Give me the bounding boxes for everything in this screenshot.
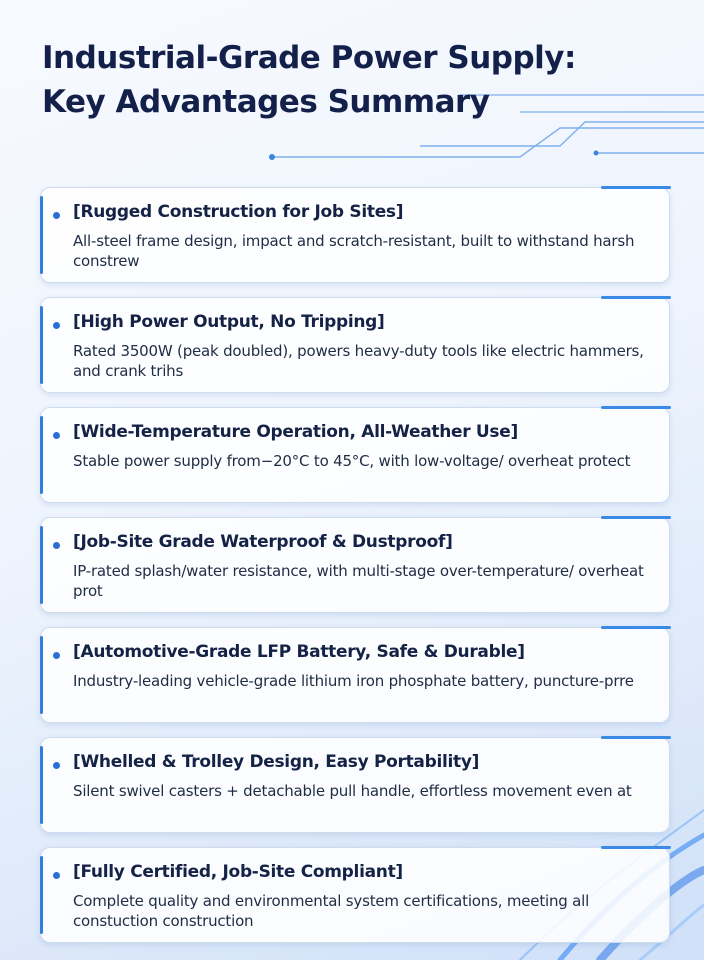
- advantage-title: [High Power Output, No Tripping]: [73, 312, 385, 332]
- advantage-title: [Fully Certified, Job-Site Compliant]: [73, 862, 403, 882]
- advantage-description: Industry-leading vehicle-grade lithium iron phosphate battery, puncture-prre: [73, 672, 634, 690]
- advantage-description: Rated 3500W (peak doubled), powers heavy-duty tools like electric hammers, and crank trihs: [73, 342, 644, 380]
- bullet-icon: [53, 762, 60, 769]
- bullet-icon: [53, 872, 60, 879]
- page-title-line-2: Key Advantages Summary: [42, 84, 490, 120]
- advantage-card-certified: [40, 847, 670, 943]
- advantage-title: [Wide-Temperature Operation, All-Weather Use]: [73, 422, 518, 442]
- advantage-description: IP-rated splash/water resistance, with multi-stage over-temperature/ overheat prot: [73, 562, 644, 600]
- advantage-title: [Automotive-Grade LFP Battery, Safe & Durable]: [73, 642, 525, 662]
- bullet-icon: [53, 652, 60, 659]
- bullet-icon: [53, 432, 60, 439]
- advantage-title: [Whelled & Trolley Design, Easy Portability]: [73, 752, 480, 772]
- advantage-title: [Job-Site Grade Waterproof & Dustproof]: [73, 532, 453, 552]
- advantage-card-high-power: [40, 297, 670, 393]
- bullet-icon: [53, 542, 60, 549]
- advantage-card-lfp-battery: [40, 627, 670, 723]
- advantage-description: Complete quality and environmental system certifications, meeting all constuction construction: [73, 892, 590, 930]
- bullet-icon: [53, 322, 60, 329]
- advantage-description: Stable power supply from−20°C to 45°C, with low-voltage/ overheat protect: [73, 452, 631, 470]
- bullet-icon: [53, 212, 60, 219]
- advantage-card-trolley-design: [40, 737, 670, 833]
- advantage-card-wide-temperature: [40, 407, 670, 503]
- advantage-card-waterproof: [40, 517, 670, 613]
- page-title: [42, 36, 662, 124]
- page-title-line-1: Industrial-Grade Power Supply:: [42, 40, 576, 76]
- advantage-card-rugged-construction: [40, 187, 670, 283]
- advantage-description: All-steel frame design, impact and scratch-resistant, built to withstand harsh constrew: [73, 232, 635, 270]
- advantage-title: [Rugged Construction for Job Sites]: [73, 202, 404, 222]
- advantage-description: Silent swivel casters + detachable pull handle, effortless movement even at: [73, 782, 632, 800]
